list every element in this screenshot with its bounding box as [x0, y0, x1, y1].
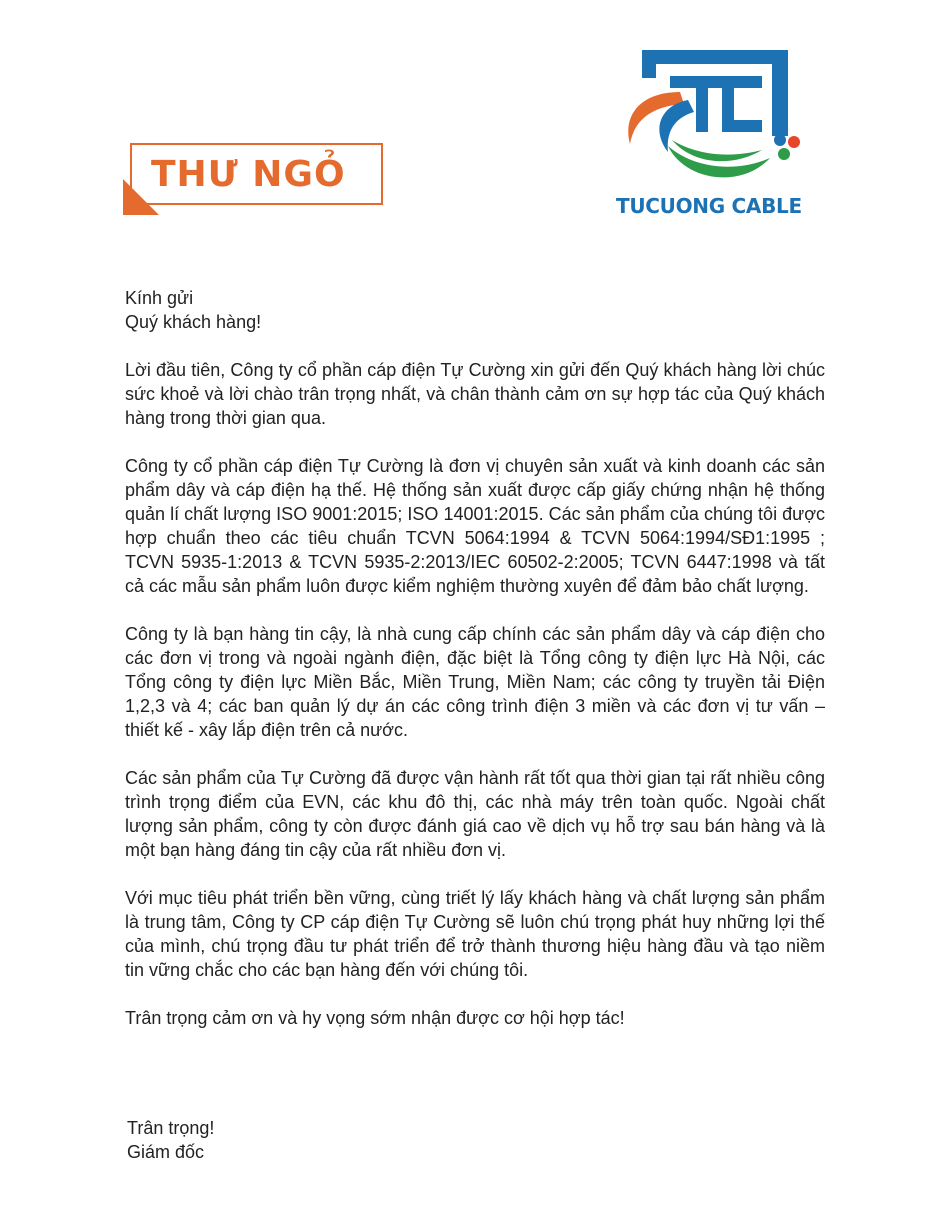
closing-line: Trân trọng cảm ơn và hy vọng sớm nhận được cơ hội hợp tác! [125, 1008, 625, 1028]
greeting-line-1: Kính gửi [125, 288, 194, 308]
greeting-line-2: Quý khách hàng! [125, 312, 262, 332]
paragraph-partners: Công ty là bạn hàng tin cậy, là nhà cung cấp chính các sản phẩm dây và cáp điện cho các đơn vị trong và ngoài ngành điện, đặc biệt là Tổng công ty điện lực Hà Nội, các Tổng công ty điện lực Miền Bắc, Miền Trung, Miền Nam; các công ty truyền tải Điện 1,2,3 và 4; các ban quản lý dự án các công trình điện 3 miền và các đơn vị tư vấn – thiết kế - xây lắp điện trên cả nước. [125, 624, 825, 740]
signoff-regards: Trân trọng! [127, 1118, 215, 1138]
signoff-title: Giám đốc [127, 1142, 205, 1162]
letter-body [125, 286, 825, 1054]
logo-text: TUCUONG CABLE [616, 194, 802, 218]
page-title: THƯ NGỎ [151, 154, 346, 195]
letter-title-block [123, 143, 387, 215]
paragraph-company: Công ty cổ phần cáp điện Tự Cường là đơn vị chuyên sản xuất và kinh doanh các sản phẩm dây và cáp điện hạ thế. Hệ thống sản xuất được cấp giấy chứng nhận hệ thống quản lí chất lượng ISO 9001:2015; ISO 14001:2015. Các sản phẩm của chúng tôi được hợp chuẩn theo các tiêu chuẩn TCVN 5064:1994 & TCVN 5064:1994/SĐ1:1995 ; TCVN 5935-1:2013 & TCVN 5935-2:2013/IEC 60502-2:2005; TCVN 6447:1998 và tất cả các mẫu sản phẩm luôn được kiểm nghiệm thường xuyên để đảm bảo chất lượng. [125, 456, 825, 596]
signoff [127, 1116, 214, 1164]
paragraph-products: Các sản phẩm của Tự Cường đã được vận hành rất tốt qua thời gian tại rất nhiều công trình trọng điểm của EVN, các khu đô thị, các nhà máy trên toàn quốc. Ngoài chất lượng sản phẩm, công ty còn được đánh giá cao về dịch vụ hỗ trợ sau bán hàng và là một bạn hàng đáng tin cậy của rất nhiều đơn vị. [125, 768, 825, 860]
tucuong-logo-icon [612, 40, 812, 190]
greeting [125, 286, 825, 334]
company-logo [612, 40, 812, 220]
paragraph-goals: Với mục tiêu phát triển bền vững, cùng triết lý lấy khách hàng và chất lượng sản phẩm là trung tâm, Công ty CP cáp điện Tự Cường sẽ luôn chú trọng phát huy những lợi thế của mình, chú trọng đầu tư phát triển để trở thành thương hiệu hàng đầu và tạo niềm tin vững chắc cho các bạn hàng đến với chúng tôi. [125, 888, 825, 980]
paragraph-intro: Lời đầu tiên, Công ty cổ phần cáp điện Tự Cường xin gửi đến Quý khách hàng lời chúc sức khoẻ và lời chào trân trọng nhất, và chân thành cảm ơn sự hợp tác của Quý khách hàng trong thời gian qua. [125, 360, 825, 428]
